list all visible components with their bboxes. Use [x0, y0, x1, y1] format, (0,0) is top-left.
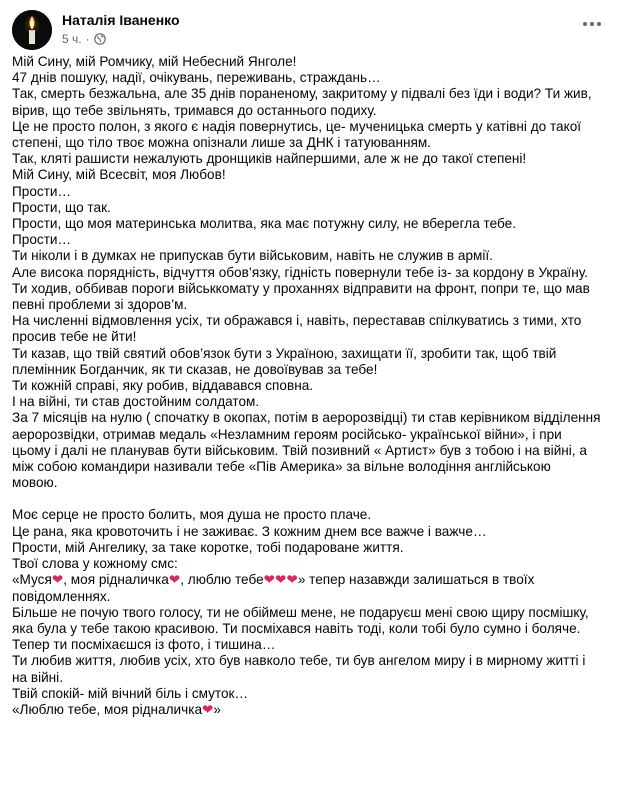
- heart-emoji: ❤: [51, 572, 64, 588]
- post-text-line: на війні.: [12, 669, 63, 685]
- post-text-line: Ти ходив, оббивав пороги військкомату у проханнях відправити на фронт, попри те, що мав: [12, 280, 590, 296]
- post-text-line: Твої слова у кожному смс:: [12, 556, 178, 572]
- post-text-line: мовою.: [12, 475, 58, 491]
- post-text-line: Мій Сину, мій Ромчику, мій Небесний Янголе!: [12, 54, 297, 69]
- post-text-line: повідомленнях.: [12, 588, 111, 604]
- post-text-line: Так, кляті рашисти нежалують дронщиків найпершими, але ж не до такої степені!: [12, 151, 527, 167]
- heart-emoji: ❤: [263, 572, 276, 588]
- post-text: [12, 54, 612, 718]
- post-text-line: Прости, мій Ангелику, за таке коротке, тобі подароване життя.: [12, 539, 404, 555]
- globe-icon[interactable]: [94, 33, 106, 45]
- post-text-line: Прости, що моя материнська молитва, яка має потужну силу, не вберегла тебе.: [12, 216, 516, 232]
- post-text-line: Ти казав, що твій святий обов’язок бути з Україною, захищати її, зробити так, щоб твій: [12, 345, 557, 361]
- meta-separator: ·: [85, 32, 90, 46]
- post-text-line: Прости, що так.: [12, 199, 111, 215]
- more-options-button[interactable]: [576, 14, 608, 34]
- post-text-line: Моє серце не просто болить, моя душа не просто плаче.: [12, 507, 372, 523]
- heart-emoji: ❤: [275, 572, 287, 588]
- author-name[interactable]: Наталія Іваненко: [62, 12, 180, 28]
- post-text-line: Так, смерть безжальна, але 35 днів пораненому, закритому у підвалі без їди і води? Ти жив,: [12, 86, 592, 102]
- post-text-line: Ти ніколи і в думках не припускав бути військовим, навіть не служив в армії.: [12, 248, 493, 264]
- post-time[interactable]: 5 ч.: [62, 32, 82, 46]
- post-text-line: Більше не почую твого голосу, ти не обіймеш мене, не подаруєш мені свою щиру посмішку,: [12, 604, 589, 620]
- post-text-line: І на війні, ти став достойним солдатом.: [12, 394, 260, 410]
- post-text-line: 47 днів пошуку, надії, очікувань, переживань, страждань…: [12, 70, 381, 86]
- heart-emoji: ❤: [286, 572, 298, 588]
- heart-emoji: ❤: [202, 701, 214, 717]
- post-text-line: степені, що тіло твоє можна опізнали лише за ДНК і татуюванням.: [12, 135, 431, 151]
- post-text-line: певні проблеми зі здоров’м.: [12, 297, 188, 313]
- post-text-line: Це не просто полон, з якого є надія повернутись, це- мученицька смерть у катівні до такої: [12, 118, 582, 134]
- post-text-line: між собою командири називали тебе «Пів Америка» за вільне володіння англійською: [12, 459, 551, 475]
- post-text-line: цьому і далі не планував бути військовим. Твій позивний « Артист» був з тобою і на війні, а: [12, 442, 587, 458]
- post-meta: [62, 32, 106, 46]
- candle-icon: [12, 10, 52, 50]
- post-text-line: Але висока порядність, відчуття обов’язку, гідність повернули тебе із- за кордону в Україну.: [12, 264, 588, 280]
- post-text-line: Прости…: [12, 183, 72, 199]
- post-text-line: Ти кожній справі, яку робив, віддавався сповна.: [12, 378, 314, 394]
- post-text-line: За 7 місяців на нулю ( спочатку в окопах, потім в аеророзвідці) ти став керівником відділення: [12, 410, 601, 426]
- post-text-line: «Люблю тебе, моя рідналичка❤»: [12, 701, 221, 717]
- post-text-line: Твій спокій- мій вічний біль і смуток…: [12, 685, 249, 701]
- author-avatar[interactable]: [12, 10, 52, 50]
- post-text-line: Тепер ти посміхаєшся із фото, і тишина…: [12, 637, 276, 653]
- post-header: [12, 10, 608, 50]
- post-text-line: «Муся❤, моя рідналичка❤, люблю тебе❤❤❤» тепер назавжди залишаться в твоїх: [12, 572, 535, 588]
- post-text-line: Ти любив життя, любив усіх, хто був навколо тебе, ти був ангелом миру і в мирному житті і: [12, 653, 586, 669]
- post-text-line: Це рана, яка кровоточить і не заживає. З кожним днем все важче і важче…: [12, 523, 487, 539]
- post-text-line: вірив, що тебе звільнять, тримався до останнього подиху.: [12, 102, 377, 118]
- post-text-line: На численні відмовлення усіх, ти ображався і, навіть, переставав спілкуватись з тими, хто: [12, 313, 582, 329]
- post-text-line: аеророзвідки, отримав медаль «Незламним героям російсько- української війни», і при: [12, 426, 562, 442]
- post-text-line: племінник Богданчик, як ти сказав, не довоївував за тебе!: [12, 361, 378, 377]
- paragraph-gap: [12, 491, 612, 507]
- post-text-line: Прости…: [12, 232, 72, 248]
- post-text-line: Мій Сину, мій Всесвіт, моя Любов!: [12, 167, 226, 183]
- post-text-line: просив тебе не йти!: [12, 329, 137, 345]
- post-text-line: яка була у тебе такою красивою. Ти посміхався навіть тоді, коли тобі було сумно і боляче.: [12, 620, 581, 636]
- more-options-icon: [582, 21, 602, 27]
- heart-emoji: ❤: [168, 572, 181, 588]
